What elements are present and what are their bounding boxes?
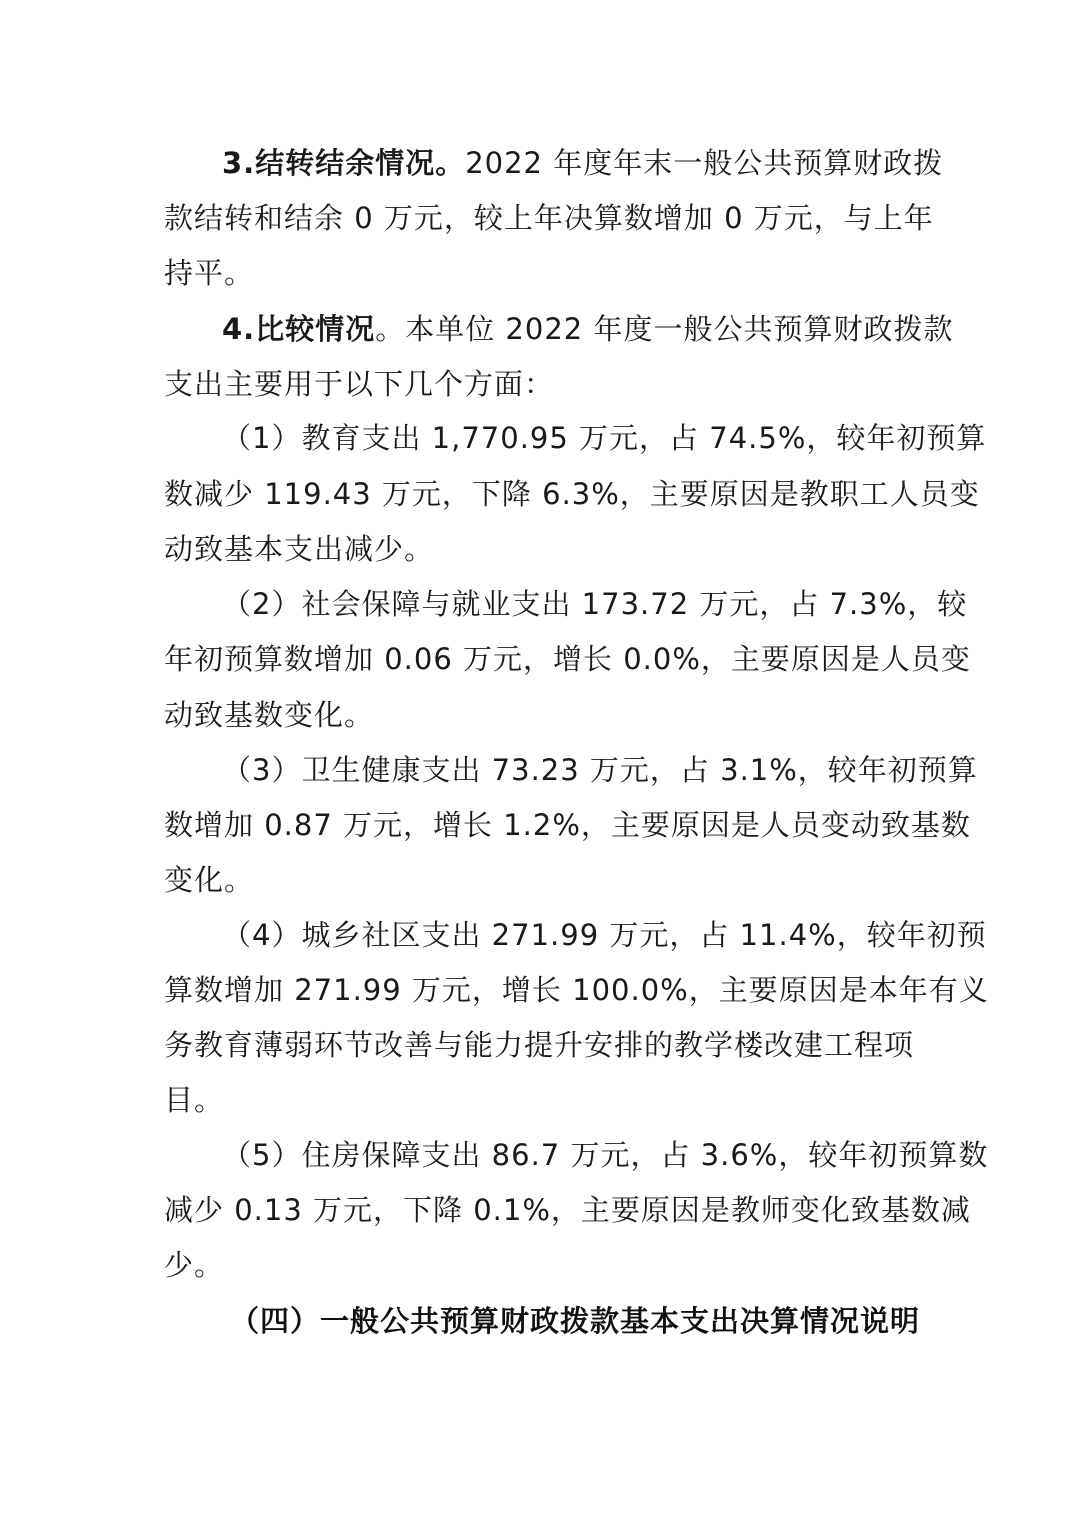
carryover-text: 2022 年度年末一般公共预算财政拨	[465, 146, 944, 180]
comparison-lead: 4.比较情况	[222, 312, 376, 346]
item-health-line-3: 变化。	[164, 863, 255, 897]
item-housing-line-3: 少。	[164, 1248, 225, 1282]
paragraph-comparison-line-1	[222, 311, 972, 347]
item-social-security-line-1: （2）社会保障与就业支出 173.72 万元，占 7.3%，较	[222, 587, 968, 621]
item-health-line-1: （3）卫生健康支出 73.23 万元，占 3.1%，较年初预算	[222, 753, 978, 787]
paragraph-carryover-line-1	[222, 145, 972, 181]
item-education-line-1: （1）教育支出 1,770.95 万元，占 74.5%，较年初预算	[222, 421, 987, 455]
item-community-line-3: 务教育薄弱环节改善与能力提升安排的教学楼改建工程项	[164, 1028, 915, 1062]
item-health-line-2: 数增加 0.87 万元，增长 1.2%，主要原因是人员变动致基数	[164, 808, 971, 842]
item-community-line-2: 算数增加 271.99 万元，增长 100.0%，主要原因是本年有义	[164, 973, 989, 1007]
item-social-security-line-3: 动致基数变化。	[164, 698, 375, 732]
item-education-line-2: 数减少 119.43 万元，下降 6.3%，主要原因是教职工人员变	[164, 477, 980, 511]
paragraph-carryover-line-3: 持平。	[164, 256, 255, 290]
carryover-lead: 3.结转结余情况。	[222, 146, 466, 180]
paragraph-carryover-line-2: 款结转和结余 0 万元，较上年决算数增加 0 万元，与上年	[164, 201, 934, 235]
comparison-text: 。本单位 2022 年度一般公共预算财政拨款	[375, 312, 954, 346]
item-housing-line-2: 减少 0.13 万元，下降 0.1%，主要原因是教师变化致基数减	[164, 1193, 971, 1227]
item-housing-line-1: （5）住房保障支出 86.7 万元，占 3.6%，较年初预算数	[222, 1138, 989, 1172]
item-social-security-line-2: 年初预算数增加 0.06 万元，增长 0.0%，主要原因是人员变	[164, 642, 971, 676]
item-community-line-4: 目。	[164, 1083, 225, 1117]
item-community-line-1: （4）城乡社区支出 271.99 万元，占 11.4%，较年初预	[222, 918, 987, 952]
item-education-line-3: 动致基本支出减少。	[164, 532, 435, 566]
section-heading: （四）一般公共预算财政拨款基本支出决算情况说明	[230, 1304, 921, 1338]
paragraph-comparison-line-2: 支出主要用于以下几个方面：	[164, 367, 555, 401]
